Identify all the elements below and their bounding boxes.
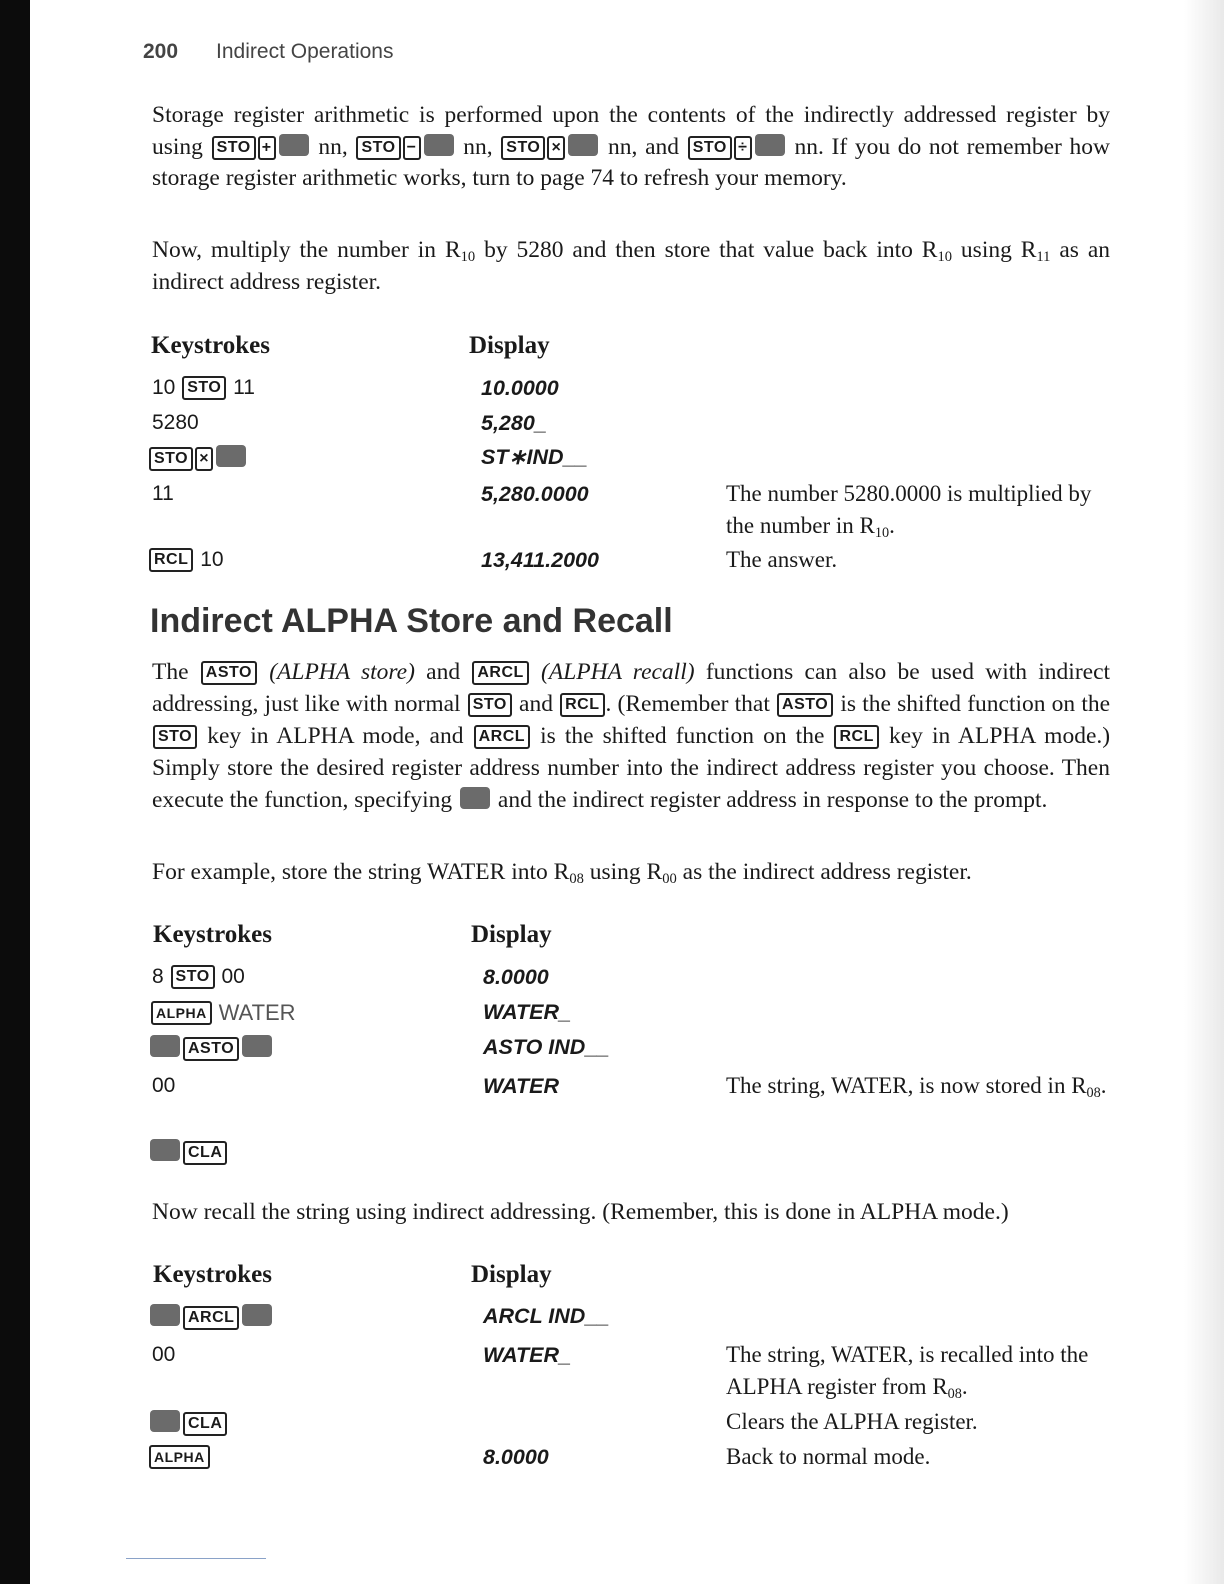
subscript: 08 — [947, 1385, 962, 1402]
period: . — [961, 1374, 968, 1399]
text: key in ALPHA mode.) Simply store the desired register address number into the indirect address register you choose. Then execute the function, specifying — [152, 723, 1111, 813]
text: and — [426, 659, 461, 685]
sto-key: STO — [153, 725, 197, 749]
subscript: 08 — [1086, 1084, 1101, 1101]
subscript: 11 — [1036, 249, 1051, 266]
display-cell: 8.0000 — [483, 965, 549, 989]
page-header — [143, 40, 393, 64]
text: and — [519, 691, 553, 717]
alpha-key: ALPHA — [151, 1001, 212, 1025]
keystroke-cell — [148, 1410, 228, 1436]
keystroke-cell — [150, 1000, 296, 1026]
key-text: 8 — [152, 965, 164, 988]
keystroke-cell — [148, 1139, 228, 1165]
text: key in ALPHA mode, and — [207, 723, 464, 749]
comment-cell: Back to normal mode. — [726, 1444, 931, 1469]
asto-key: ASTO — [201, 661, 257, 685]
sto-key: STO — [356, 136, 400, 160]
cla-key: CLA — [183, 1141, 227, 1165]
shift-key — [150, 1410, 180, 1432]
keystrokes-header: Keystrokes — [153, 921, 272, 948]
keystroke-cell — [148, 548, 224, 572]
subscript: 08 — [569, 871, 584, 888]
arcl-key: ARCL — [183, 1306, 239, 1330]
instruction-paragraph — [152, 235, 1110, 298]
cla-key: CLA — [183, 1412, 227, 1436]
display-header: Display — [469, 332, 550, 359]
display-cell: 13,411.2000 — [481, 548, 599, 572]
display-cell: ARCL IND__ — [483, 1304, 610, 1328]
display-cell: 5,280_ — [481, 411, 547, 435]
plus-key: + — [258, 136, 276, 160]
display-cell: 8.0000 — [483, 1445, 549, 1469]
shift-key — [242, 1035, 272, 1057]
comment-cell: The answer. — [726, 547, 838, 572]
keystroke-cell: 00 — [152, 1074, 176, 1097]
comment-cell: Clears the ALPHA register. — [726, 1409, 978, 1434]
display-header: Display — [471, 1261, 552, 1288]
text: is the shifted function on the — [540, 723, 825, 749]
display-cell: WATER — [483, 1074, 560, 1098]
shift-key — [460, 787, 490, 809]
keystrokes-header: Keystrokes — [151, 332, 270, 359]
arcl-key: ARCL — [474, 725, 530, 749]
intro-text: Storage register arithmetic is performed upon the contents of the indirectly addressed register by using — [152, 102, 1110, 160]
arcl-key: ARCL — [472, 661, 528, 685]
comment-cell — [726, 1339, 1112, 1403]
keystroke-cell — [148, 445, 248, 471]
text: Now, multiply the number in R — [152, 237, 461, 263]
shift-key — [279, 134, 309, 156]
key-text: 00 — [221, 965, 245, 988]
text: The — [152, 659, 189, 685]
text: (ALPHA store) — [269, 659, 415, 685]
subscript: 10 — [460, 249, 476, 266]
subscript: 10 — [874, 524, 890, 541]
sto-key: STO — [501, 136, 545, 160]
display-cell: 10.0000 — [481, 376, 559, 400]
times-key: × — [547, 136, 565, 160]
shift-key — [424, 134, 454, 156]
shift-key — [216, 445, 246, 467]
sto-key: STO — [468, 693, 512, 717]
text: is the shifted function on the — [840, 691, 1111, 717]
rcl-key: RCL — [560, 693, 604, 717]
keystroke-cell — [152, 965, 245, 989]
key-text: 10 — [200, 548, 224, 571]
text: using R — [589, 859, 663, 885]
display-cell: WATER_ — [483, 1000, 571, 1024]
text: using R — [960, 237, 1037, 263]
page-number: 200 — [143, 40, 179, 63]
text: as the indirect address register. — [682, 859, 972, 885]
text: and the indirect register address in response to the prompt. — [497, 787, 1048, 813]
sto-key: STO — [149, 447, 193, 471]
text: functions can also be used with indirect addressing, just like with normal — [152, 659, 1111, 717]
subscript: 10 — [937, 249, 953, 266]
intro-paragraph — [152, 100, 1110, 195]
section-title: Indirect ALPHA Store and Recall — [150, 602, 673, 640]
sto-key: STO — [182, 376, 226, 400]
example-paragraph — [152, 857, 1110, 889]
key-text: 10 — [152, 376, 176, 399]
text: as an indirect address register. — [152, 237, 1111, 295]
keystrokes-header: Keystrokes — [153, 1261, 272, 1288]
footnote-rule — [126, 1558, 266, 1559]
shift-key — [150, 1139, 180, 1161]
comment-text: The string, WATER, is recalled into the ALPHA register from R — [726, 1342, 1089, 1399]
alpha-key: ALPHA — [149, 1445, 210, 1469]
times-key: × — [195, 447, 213, 471]
minus-key: − — [403, 136, 421, 160]
comment-cell — [726, 478, 1112, 542]
keystroke-cell — [152, 376, 255, 400]
keystroke-cell: 00 — [152, 1343, 176, 1366]
display-cell: 5,280.0000 — [481, 482, 589, 506]
period: . — [889, 513, 895, 538]
keystroke-cell — [148, 1445, 211, 1470]
subscript: 00 — [662, 871, 677, 888]
asto-key: ASTO — [777, 693, 833, 717]
keystroke-cell — [148, 1304, 274, 1330]
comment-text: The string, WATER, is now stored in R — [726, 1073, 1087, 1098]
divide-key: ÷ — [734, 136, 752, 160]
chapter-title: Indirect Operations — [216, 40, 394, 63]
recall-paragraph: Now recall the string using indirect addressing. (Remember, this is done in ALPHA mode.) — [152, 1199, 1009, 1225]
nn-text: nn, — [463, 133, 493, 160]
nn-text: nn, — [318, 133, 348, 160]
asto-key: ASTO — [183, 1037, 239, 1061]
section-paragraph — [152, 656, 1110, 816]
keystroke-cell — [148, 1035, 274, 1061]
comment-text: The number 5280.0000 is multiplied by the number in R — [726, 481, 1092, 538]
page-edge-shade — [1184, 0, 1224, 1584]
display-cell: ASTO IND__ — [483, 1035, 610, 1059]
shift-key — [242, 1304, 272, 1326]
display-cell: WATER_ — [483, 1343, 571, 1367]
keystroke-cell: 5280 — [152, 411, 199, 434]
period: . — [1100, 1073, 1107, 1098]
rcl-key: RCL — [149, 548, 193, 572]
shift-key — [150, 1035, 180, 1057]
key-text: 11 — [233, 376, 255, 399]
text: For example, store the string WATER into R — [152, 859, 570, 885]
rcl-key: RCL — [834, 725, 878, 749]
sto-key: STO — [171, 965, 215, 989]
sto-key: STO — [688, 136, 732, 160]
display-cell: ST∗IND__ — [481, 445, 588, 469]
text: (ALPHA recall) — [541, 659, 695, 685]
nn-and-text: nn, and — [608, 133, 680, 160]
alpha-input-text: WATER — [218, 1000, 296, 1025]
text: by 5280 and then store that value back into R — [484, 237, 938, 263]
shift-key — [568, 134, 598, 156]
shift-key — [755, 134, 785, 156]
page-binding-edge — [0, 0, 30, 1584]
sto-key: STO — [212, 136, 256, 160]
comment-cell — [726, 1070, 1112, 1102]
shift-key — [150, 1304, 180, 1326]
text: . (Remember that — [605, 691, 770, 717]
display-header: Display — [471, 921, 552, 948]
keystroke-cell: 11 — [152, 482, 174, 505]
intro-text-end: nn. If you do not remember how storage register arithmetic works, turn to page 74 to refresh your memory. — [152, 133, 1111, 191]
